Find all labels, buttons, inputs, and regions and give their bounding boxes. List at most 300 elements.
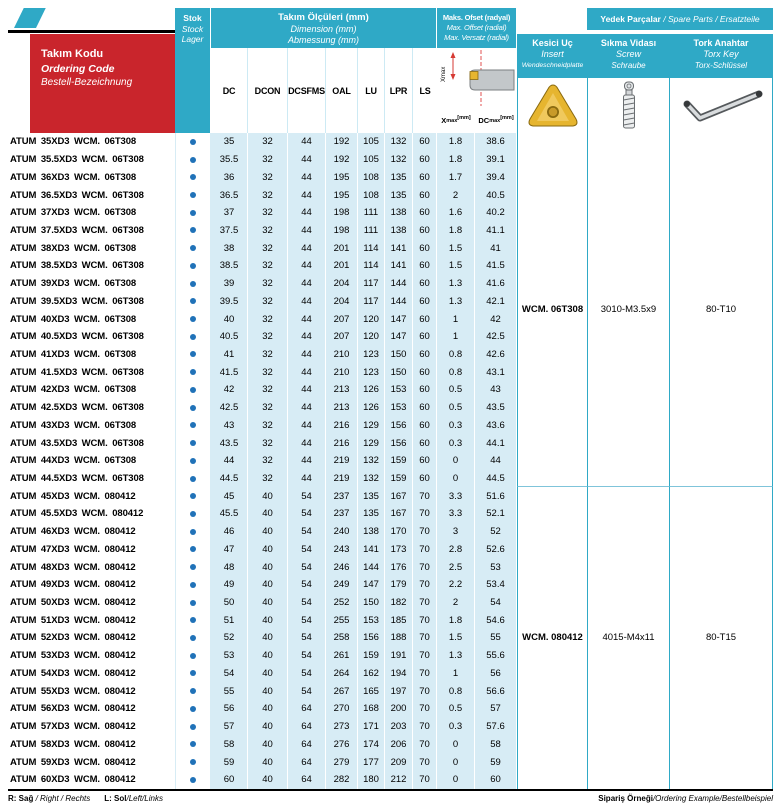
value-lpr: 159 xyxy=(385,470,413,488)
value-ls: 60 xyxy=(413,222,437,240)
value-ls: 60 xyxy=(413,346,437,364)
table-body xyxy=(8,133,773,789)
stock-dot-cell xyxy=(175,168,211,186)
value-dcon: 32 xyxy=(248,275,288,293)
value-xmax: 3.3 xyxy=(437,487,475,505)
value-dcmax: 41.6 xyxy=(475,275,517,293)
dimensions-header xyxy=(211,8,436,48)
offset-columns-row xyxy=(437,108,517,133)
value-dcmax: 53 xyxy=(475,558,517,576)
value-lpr: 132 xyxy=(385,151,413,169)
value-dcmax: 40.2 xyxy=(475,204,517,222)
value-dc: 36.5 xyxy=(211,186,248,204)
spare-parts-header xyxy=(587,8,773,30)
value-dc: 52 xyxy=(211,629,248,647)
value-lpr: 153 xyxy=(385,399,413,417)
stock-label-de: Lager xyxy=(181,34,204,44)
stock-dot-icon xyxy=(190,617,196,623)
value-oal: 261 xyxy=(326,647,358,665)
dimension-columns-row xyxy=(211,48,437,133)
xmax-sub: max xyxy=(446,117,458,124)
value-dcsfms: 54 xyxy=(288,594,326,612)
dcmax-sub: max xyxy=(489,117,501,124)
value-xmax: 1.8 xyxy=(437,222,475,240)
value-xmax: 3.3 xyxy=(437,505,475,523)
value-oal: 243 xyxy=(326,541,358,559)
value-dcmax: 42.6 xyxy=(475,346,517,364)
insert-image-area xyxy=(518,78,587,133)
value-dcmax: 44.5 xyxy=(475,470,517,488)
torx-key-icon xyxy=(675,84,767,128)
value-dc: 41.5 xyxy=(211,363,248,381)
value-dc: 47 xyxy=(211,541,248,559)
col-header-dcsfms: DCSFMS xyxy=(288,48,326,133)
ordering-code-header xyxy=(30,34,175,133)
stock-dot-cell xyxy=(175,417,211,435)
stock-dot-icon xyxy=(190,369,196,375)
value-dcmax: 44 xyxy=(475,452,517,470)
footer-legend xyxy=(8,794,163,803)
tool-code: ATUM 55XD3 WCM. 080412 xyxy=(10,685,136,697)
value-lu: 153 xyxy=(358,611,385,629)
value-xmax: 1.5 xyxy=(437,257,475,275)
value-xmax: 1.8 xyxy=(437,151,475,169)
value-lpr: 206 xyxy=(385,735,413,753)
value-dcmax: 39.1 xyxy=(475,151,517,169)
table-header xyxy=(8,8,773,133)
value-lu: 135 xyxy=(358,505,385,523)
stock-dot-cell xyxy=(175,735,211,753)
tool-code: ATUM 36XD3 WCM. 06T308 xyxy=(10,171,137,183)
value-xmax: 1 xyxy=(437,310,475,328)
stock-dot-icon xyxy=(190,316,196,322)
product-group-2 xyxy=(8,487,773,788)
value-lu: 180 xyxy=(358,771,385,789)
col-header-oal: OAL xyxy=(326,48,358,133)
value-ls: 70 xyxy=(413,665,437,683)
tool-code: ATUM 39XD3 WCM. 06T308 xyxy=(10,278,137,290)
corner-tab-icon xyxy=(14,8,46,28)
stock-dot-icon xyxy=(190,777,196,783)
value-dc: 53 xyxy=(211,647,248,665)
value-dcsfms: 54 xyxy=(288,487,326,505)
insert-icon xyxy=(526,83,580,129)
stock-dot-icon xyxy=(190,351,196,357)
offset-diagram-svg xyxy=(437,48,517,108)
value-oal: 267 xyxy=(326,682,358,700)
stock-dot-cell xyxy=(175,381,211,399)
value-dcon: 32 xyxy=(248,452,288,470)
tool-code: ATUM 52XD3 WCM. 080412 xyxy=(10,632,136,644)
value-ls: 60 xyxy=(413,257,437,275)
col-header-dcmax xyxy=(475,108,517,133)
col-header-lu: LU xyxy=(358,48,385,133)
stock-dot-cell xyxy=(175,487,211,505)
value-oal: 213 xyxy=(326,399,358,417)
value-ls: 70 xyxy=(413,576,437,594)
value-dcon: 32 xyxy=(248,399,288,417)
value-oal: 201 xyxy=(326,257,358,275)
screw-header xyxy=(588,34,669,78)
value-lpr: 153 xyxy=(385,381,413,399)
value-oal: 207 xyxy=(326,310,358,328)
value-oal: 264 xyxy=(326,665,358,683)
torx-header xyxy=(670,34,772,78)
value-dcsfms: 44 xyxy=(288,363,326,381)
value-xmax: 0 xyxy=(437,470,475,488)
value-dcmax: 55 xyxy=(475,629,517,647)
value-lu: 171 xyxy=(358,718,385,736)
value-xmax: 0.3 xyxy=(437,718,475,736)
stock-dot-cell xyxy=(175,257,211,275)
stock-dot-icon xyxy=(190,706,196,712)
value-dcon: 40 xyxy=(248,523,288,541)
value-dcon: 32 xyxy=(248,417,288,435)
tool-code: ATUM 35.5XD3 WCM. 06T308 xyxy=(10,154,144,166)
value-dcon: 40 xyxy=(248,735,288,753)
screw-label-en: Screw xyxy=(615,49,641,59)
value-xmax: 0.8 xyxy=(437,346,475,364)
value-dcon: 40 xyxy=(248,594,288,612)
value-lu: 144 xyxy=(358,558,385,576)
dcmax-unit: [mm] xyxy=(500,114,514,121)
value-lu: 123 xyxy=(358,363,385,381)
torx-image-area xyxy=(670,78,772,133)
value-dcon: 32 xyxy=(248,133,288,151)
value-ls: 70 xyxy=(413,718,437,736)
tool-code: ATUM 42XD3 WCM. 06T308 xyxy=(10,384,137,396)
value-dcmax: 40.5 xyxy=(475,186,517,204)
value-xmax: 2 xyxy=(437,594,475,612)
stock-dot-icon xyxy=(190,529,196,535)
value-dcmax: 43.5 xyxy=(475,399,517,417)
value-dcsfms: 64 xyxy=(288,771,326,789)
tool-code: ATUM 43.5XD3 WCM. 06T308 xyxy=(10,437,144,449)
value-dcon: 40 xyxy=(248,487,288,505)
tool-code: ATUM 60XD3 WCM. 080412 xyxy=(10,774,136,786)
value-xmax: 2.5 xyxy=(437,558,475,576)
stock-header xyxy=(175,8,210,133)
value-lpr: 197 xyxy=(385,682,413,700)
value-oal: 198 xyxy=(326,222,358,240)
value-dc: 39 xyxy=(211,275,248,293)
value-lu: 174 xyxy=(358,735,385,753)
value-dcsfms: 44 xyxy=(288,133,326,151)
value-lpr: 147 xyxy=(385,328,413,346)
value-dcsfms: 64 xyxy=(288,753,326,771)
value-dcon: 40 xyxy=(248,771,288,789)
value-oal: 195 xyxy=(326,168,358,186)
tool-code: ATUM 56XD3 WCM. 080412 xyxy=(10,703,136,715)
value-lpr: 170 xyxy=(385,523,413,541)
stock-dot-icon xyxy=(190,724,196,730)
value-dcmax: 38.6 xyxy=(475,133,517,151)
ordering-example-bold: Sipariş Örneği xyxy=(598,793,653,803)
tool-code: ATUM 38XD3 WCM. 06T308 xyxy=(10,242,137,254)
value-dcmax: 42.1 xyxy=(475,292,517,310)
value-dc: 56 xyxy=(211,700,248,718)
tool-code: ATUM 40XD3 WCM. 06T308 xyxy=(10,313,137,325)
tool-code: ATUM 38.5XD3 WCM. 06T308 xyxy=(10,260,144,272)
value-ls: 70 xyxy=(413,487,437,505)
insert-header xyxy=(518,34,587,78)
stock-dot-cell xyxy=(175,328,211,346)
insert-label-tr: Kesici Uç xyxy=(532,38,573,48)
value-ls: 70 xyxy=(413,682,437,700)
product-group-1 xyxy=(8,133,773,487)
value-dcsfms: 44 xyxy=(288,222,326,240)
value-dc: 40.5 xyxy=(211,328,248,346)
stock-dot-icon xyxy=(190,458,196,464)
value-lu: 117 xyxy=(358,292,385,310)
value-dcmax: 41.5 xyxy=(475,257,517,275)
value-dcon: 32 xyxy=(248,363,288,381)
insert-label-de: Wendeschneidplatte xyxy=(521,62,584,69)
value-lpr: 203 xyxy=(385,718,413,736)
value-lpr: 150 xyxy=(385,346,413,364)
value-dcon: 40 xyxy=(248,611,288,629)
value-lpr: 200 xyxy=(385,700,413,718)
tool-code: ATUM 58XD3 WCM. 080412 xyxy=(10,738,136,750)
value-xmax: 1.8 xyxy=(437,611,475,629)
value-dcsfms: 44 xyxy=(288,239,326,257)
tool-code: ATUM 54XD3 WCM. 080412 xyxy=(10,667,136,679)
value-xmax: 0.3 xyxy=(437,434,475,452)
tool-code: ATUM 37.5XD3 WCM. 06T308 xyxy=(10,224,144,236)
value-dc: 39.5 xyxy=(211,292,248,310)
ordering-code-label-tr: Takım Kodu xyxy=(41,48,104,60)
tool-code: ATUM 42.5XD3 WCM. 06T308 xyxy=(10,402,144,414)
value-dc: 36 xyxy=(211,168,248,186)
value-dcsfms: 44 xyxy=(288,399,326,417)
value-lpr: 212 xyxy=(385,771,413,789)
xmax-unit: [mm] xyxy=(457,114,471,121)
value-lpr: 185 xyxy=(385,611,413,629)
value-dcon: 32 xyxy=(248,381,288,399)
value-lpr: 135 xyxy=(385,168,413,186)
value-xmax: 1 xyxy=(437,665,475,683)
value-dcmax: 43.6 xyxy=(475,417,517,435)
value-lpr: 167 xyxy=(385,505,413,523)
value-dc: 50 xyxy=(211,594,248,612)
stock-dot-cell xyxy=(175,204,211,222)
value-oal: 216 xyxy=(326,434,358,452)
value-oal: 216 xyxy=(326,417,358,435)
stock-dot-cell xyxy=(175,452,211,470)
stock-dot-icon xyxy=(190,635,196,641)
tool-code: ATUM 41XD3 WCM. 06T308 xyxy=(10,348,137,360)
value-dcsfms: 64 xyxy=(288,735,326,753)
value-dcon: 40 xyxy=(248,541,288,559)
value-dcmax: 43.1 xyxy=(475,363,517,381)
col-header-lpr: LPR xyxy=(385,48,413,133)
value-xmax: 2.8 xyxy=(437,541,475,559)
tool-code: ATUM 44XD3 WCM. 06T308 xyxy=(10,455,137,467)
tool-code: ATUM 37XD3 WCM. 06T308 xyxy=(10,207,137,219)
value-dc: 54 xyxy=(211,665,248,683)
value-lpr: 132 xyxy=(385,133,413,151)
value-dcsfms: 54 xyxy=(288,647,326,665)
torx-ref-cell: 80-T15 xyxy=(669,487,773,788)
ordering-example-rest: /Ordering Example/Bestellbeispiel xyxy=(652,793,773,803)
stock-dot-cell xyxy=(175,186,211,204)
tool-code: ATUM 43XD3 WCM. 06T308 xyxy=(10,419,137,431)
value-dcsfms: 44 xyxy=(288,470,326,488)
tool-code: ATUM 57XD3 WCM. 080412 xyxy=(10,721,136,733)
value-dcon: 32 xyxy=(248,168,288,186)
stock-dot-icon xyxy=(190,546,196,552)
value-dcon: 32 xyxy=(248,151,288,169)
value-dcon: 40 xyxy=(248,665,288,683)
value-ls: 70 xyxy=(413,771,437,789)
value-xmax: 0.5 xyxy=(437,399,475,417)
value-xmax: 0 xyxy=(437,771,475,789)
stock-dot-cell xyxy=(175,647,211,665)
stock-dot-cell xyxy=(175,399,211,417)
value-oal: 255 xyxy=(326,611,358,629)
value-dcsfms: 54 xyxy=(288,523,326,541)
value-dc: 43.5 xyxy=(211,434,248,452)
value-lu: 117 xyxy=(358,275,385,293)
value-oal: 246 xyxy=(326,558,358,576)
value-lu: 120 xyxy=(358,310,385,328)
value-oal: 240 xyxy=(326,523,358,541)
stock-dot-icon xyxy=(190,210,196,216)
value-dcon: 32 xyxy=(248,204,288,222)
value-dc: 37.5 xyxy=(211,222,248,240)
ordering-code-label-de: Bestell-Bezeichnung xyxy=(41,77,133,88)
dimensions-label-en: Dimension (mm) xyxy=(290,23,357,34)
screw-label-de: Schraube xyxy=(611,61,646,70)
stock-dot-icon xyxy=(190,759,196,765)
value-xmax: 3 xyxy=(437,523,475,541)
value-oal: 276 xyxy=(326,735,358,753)
value-dc: 55 xyxy=(211,682,248,700)
insert-column-header xyxy=(517,34,587,133)
value-oal: 195 xyxy=(326,186,358,204)
value-ls: 60 xyxy=(413,363,437,381)
value-dcmax: 42.5 xyxy=(475,328,517,346)
tool-code: ATUM 35XD3 WCM. 06T308 xyxy=(10,136,137,148)
tool-code: ATUM 59XD3 WCM. 080412 xyxy=(10,756,136,768)
value-dcmax: 56.6 xyxy=(475,682,517,700)
value-ls: 60 xyxy=(413,275,437,293)
stock-dot-icon xyxy=(190,653,196,659)
spare-parts-label-rest: / Spare Parts / Ersatzteile xyxy=(660,14,760,24)
value-lpr: 141 xyxy=(385,239,413,257)
value-lpr: 188 xyxy=(385,629,413,647)
tool-code: ATUM 40.5XD3 WCM. 06T308 xyxy=(10,331,144,343)
stock-dot-icon xyxy=(190,281,196,287)
value-dcsfms: 44 xyxy=(288,151,326,169)
stock-dot-cell xyxy=(175,771,211,789)
value-oal: 237 xyxy=(326,487,358,505)
offset-diagram-icon xyxy=(437,48,517,108)
code-column-topline xyxy=(8,30,175,33)
stock-dot-icon xyxy=(190,688,196,694)
value-xmax: 0 xyxy=(437,735,475,753)
torx-label-en: Torx Key xyxy=(703,49,739,59)
stock-dot-cell xyxy=(175,434,211,452)
value-dc: 51 xyxy=(211,611,248,629)
value-ls: 60 xyxy=(413,470,437,488)
tool-code: ATUM 36.5XD3 WCM. 06T308 xyxy=(10,189,144,201)
stock-dot-cell xyxy=(175,239,211,257)
value-dcsfms: 54 xyxy=(288,505,326,523)
value-lpr: 167 xyxy=(385,487,413,505)
ordering-code-label-en: Ordering Code xyxy=(41,63,115,75)
tool-code: ATUM 53XD3 WCM. 080412 xyxy=(10,650,136,662)
stock-dot-cell xyxy=(175,151,211,169)
value-xmax: 0.8 xyxy=(437,363,475,381)
stock-dot-cell xyxy=(175,718,211,736)
offset-label-de: Max. Versatz (radial) xyxy=(444,33,509,42)
value-oal: 279 xyxy=(326,753,358,771)
value-xmax: 2 xyxy=(437,186,475,204)
stock-dot-cell xyxy=(175,292,211,310)
value-xmax: 1.6 xyxy=(437,204,475,222)
tool-code: ATUM 51XD3 WCM. 080412 xyxy=(10,614,136,626)
dimensions-label-de: Abmessung (mm) xyxy=(287,35,359,45)
value-dcsfms: 54 xyxy=(288,629,326,647)
value-dc: 38.5 xyxy=(211,257,248,275)
value-xmax: 1.7 xyxy=(437,168,475,186)
value-dcon: 40 xyxy=(248,576,288,594)
value-dcmax: 41.1 xyxy=(475,222,517,240)
value-lu: 150 xyxy=(358,594,385,612)
stock-dot-icon xyxy=(190,387,196,393)
value-dc: 41 xyxy=(211,346,248,364)
value-lu: 177 xyxy=(358,753,385,771)
value-dcmax: 56 xyxy=(475,665,517,683)
value-ls: 70 xyxy=(413,505,437,523)
value-xmax: 1.3 xyxy=(437,292,475,310)
value-oal: 258 xyxy=(326,629,358,647)
legend-right-rest: / Right / Rechts xyxy=(33,793,91,803)
value-lpr: 144 xyxy=(385,292,413,310)
value-dcon: 32 xyxy=(248,328,288,346)
tool-code: ATUM 47XD3 WCM. 080412 xyxy=(10,543,136,555)
value-ls: 70 xyxy=(413,735,437,753)
stock-dot-cell xyxy=(175,346,211,364)
value-xmax: 2.2 xyxy=(437,576,475,594)
value-oal: 192 xyxy=(326,151,358,169)
value-lu: 165 xyxy=(358,682,385,700)
value-oal: 210 xyxy=(326,363,358,381)
stock-dot-icon xyxy=(190,174,196,180)
value-lpr: 150 xyxy=(385,363,413,381)
value-lu: 114 xyxy=(358,239,385,257)
value-dcon: 40 xyxy=(248,647,288,665)
offset-label-tr: Maks. Ofset (radyal) xyxy=(442,13,511,22)
screw-ref-cell: 4015-M4x11 xyxy=(587,487,669,788)
value-ls: 60 xyxy=(413,399,437,417)
value-oal: 204 xyxy=(326,292,358,310)
value-lu: 114 xyxy=(358,257,385,275)
stock-dot-icon xyxy=(190,192,196,198)
value-lpr: 138 xyxy=(385,204,413,222)
offset-header xyxy=(437,8,516,48)
stock-label-tr: Stok xyxy=(183,13,202,23)
screw-icon xyxy=(618,81,640,131)
legend-left-rest: /Left/Links xyxy=(126,793,163,803)
stock-dot-icon xyxy=(190,157,196,163)
value-lu: 147 xyxy=(358,576,385,594)
value-oal: 282 xyxy=(326,771,358,789)
value-ls: 60 xyxy=(413,168,437,186)
value-lu: 129 xyxy=(358,434,385,452)
value-dc: 45.5 xyxy=(211,505,248,523)
